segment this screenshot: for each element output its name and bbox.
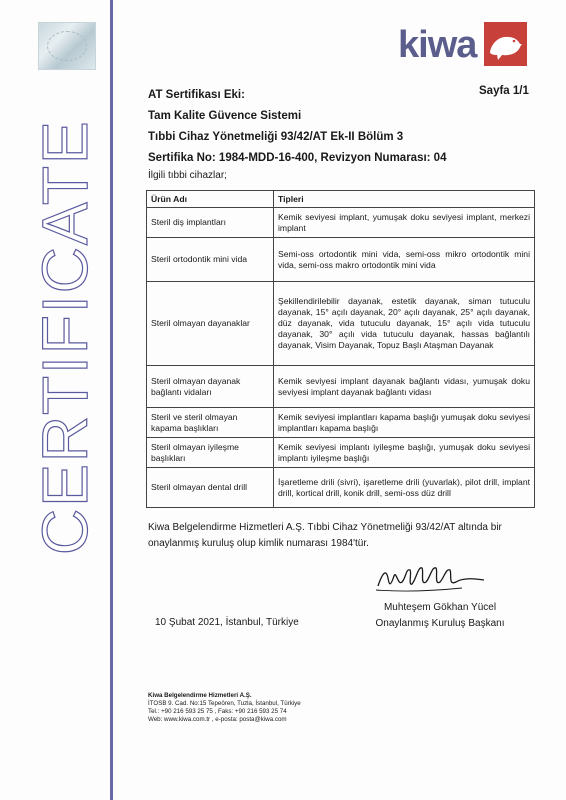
types-cell: Şekillendirilebilir dayanak, estetik dayanak, siman tutuculu dayanak, 15° açılı dayanak, 20° açılı dayanak, 25° açılı dayanak, düz dayanak, vida tutuculu dayanak, 15° açılı vida tutuculu dayanak, 30° açılı vida tutuculu dayanak, hassas bağlantılı dayanak, Visim Dayanak, Topuz Başlı Ataşman Dayanak: [274, 282, 535, 366]
certificate-header: [148, 85, 446, 169]
logo-text: kiwa: [398, 24, 477, 66]
issue-date: 10 Şubat 2021, İstanbul, Türkiye: [155, 617, 299, 628]
product-name-cell: Steril olmayan dental drill: [147, 468, 274, 508]
table-row: [147, 238, 535, 282]
table-row: [147, 366, 535, 408]
company-footer: [148, 692, 301, 724]
certificate-side-word: CERTIFICATE: [29, 119, 101, 555]
footer-web: Web: www.kiwa.com.tr , e-posta: posta@kiwa.com: [148, 716, 287, 723]
logo-bird-icon: [484, 22, 527, 66]
table-row: [147, 438, 535, 468]
footer-phone: Tel.: +90 216 593 25 75 , Faks: +90 216 593 25 74: [148, 708, 287, 715]
signer-name: Muhteşem Gökhan Yücel: [383, 602, 497, 613]
footer-address: İTOSB 9. Cad. No:15 Tepeören, Tuzla, İstanbul, Türkiye: [148, 700, 301, 707]
table-header-row: [147, 191, 535, 208]
signer-title: Onaylanmış Kuruluş Başkanı: [375, 618, 505, 629]
header-line-2: Tam Kalite Güvence Sistemi: [148, 110, 302, 122]
product-name-cell: Steril olmayan iyileşme başlıkları: [147, 438, 274, 468]
table-row: [147, 208, 535, 238]
header-types: Tipleri: [274, 191, 535, 208]
product-name-cell: Steril ve steril olmayan kapama başlıkları: [147, 408, 274, 438]
types-cell: Kemik seviyesi implant, yumuşak doku seviyesi implant, merkezi implant: [274, 208, 535, 238]
table-row: [147, 282, 535, 366]
header-line-1: AT Sertifikası Eki:: [148, 89, 245, 101]
header-line-4: Sertifika No: 1984-MDD-16-400, Revizyon Numarası: 04: [148, 152, 447, 164]
types-cell: Kemik seviyesi implantları kapama başlığı yumuşak doku seviyesi implantları kapama başlığı: [274, 408, 535, 438]
page-number: Sayfa 1/1: [479, 85, 529, 97]
intro-text: İlgili tıbbi cihazlar;: [148, 170, 227, 181]
notified-body-statement: Kiwa Belgelendirme Hizmetleri A.Ş. Tıbbi Cihaz Yönetmeliği 93/42/AT altında bir onaylanmış kuruluş olup kimlik numarası 1984'tür.: [148, 522, 502, 549]
table-row: [147, 408, 535, 438]
footer-company: Kiwa Belgelendirme Hizmetleri A.Ş.: [148, 692, 252, 699]
product-name-cell: Steril diş implantları: [147, 208, 274, 238]
table-row: [147, 468, 535, 508]
types-cell: Kemik seviyesi implantı iyileşme başlığı, yumuşak doku seviyesi implantı iyileşme başlığı: [274, 438, 535, 468]
header-product-name: Ürün Adı: [147, 191, 274, 208]
side-divider: [110, 0, 113, 800]
types-cell: İşaretleme drili (sivri), işaretleme drili (yuvarlak), pilot drill, implant drill, kortical drill, konik drill, semi-oss düz drill: [274, 468, 535, 508]
signer-block: [360, 600, 520, 632]
header-line-3: Tıbbi Cihaz Yönetmeliği 93/42/AT Ek-II Bölüm 3: [148, 131, 404, 143]
devices-table: [146, 190, 535, 508]
product-name-cell: Steril olmayan dayanak bağlantı vidaları: [147, 366, 274, 408]
handwritten-signature: [372, 560, 492, 598]
product-name-cell: Steril olmayan dayanaklar: [147, 282, 274, 366]
product-name-cell: Steril ortodontik mini vida: [147, 238, 274, 282]
types-cell: Kemik seviyesi implant dayanak bağlantı vidası, yumuşak doku seviyesi implant dayanak bağlantı vidası: [274, 366, 535, 408]
types-cell: Semi-oss ortodontik mini vida, semi-oss mikro ortodontik mini vida, semi-oss makro ortodontik mini vida: [274, 238, 535, 282]
kiwa-logo: [398, 22, 530, 68]
